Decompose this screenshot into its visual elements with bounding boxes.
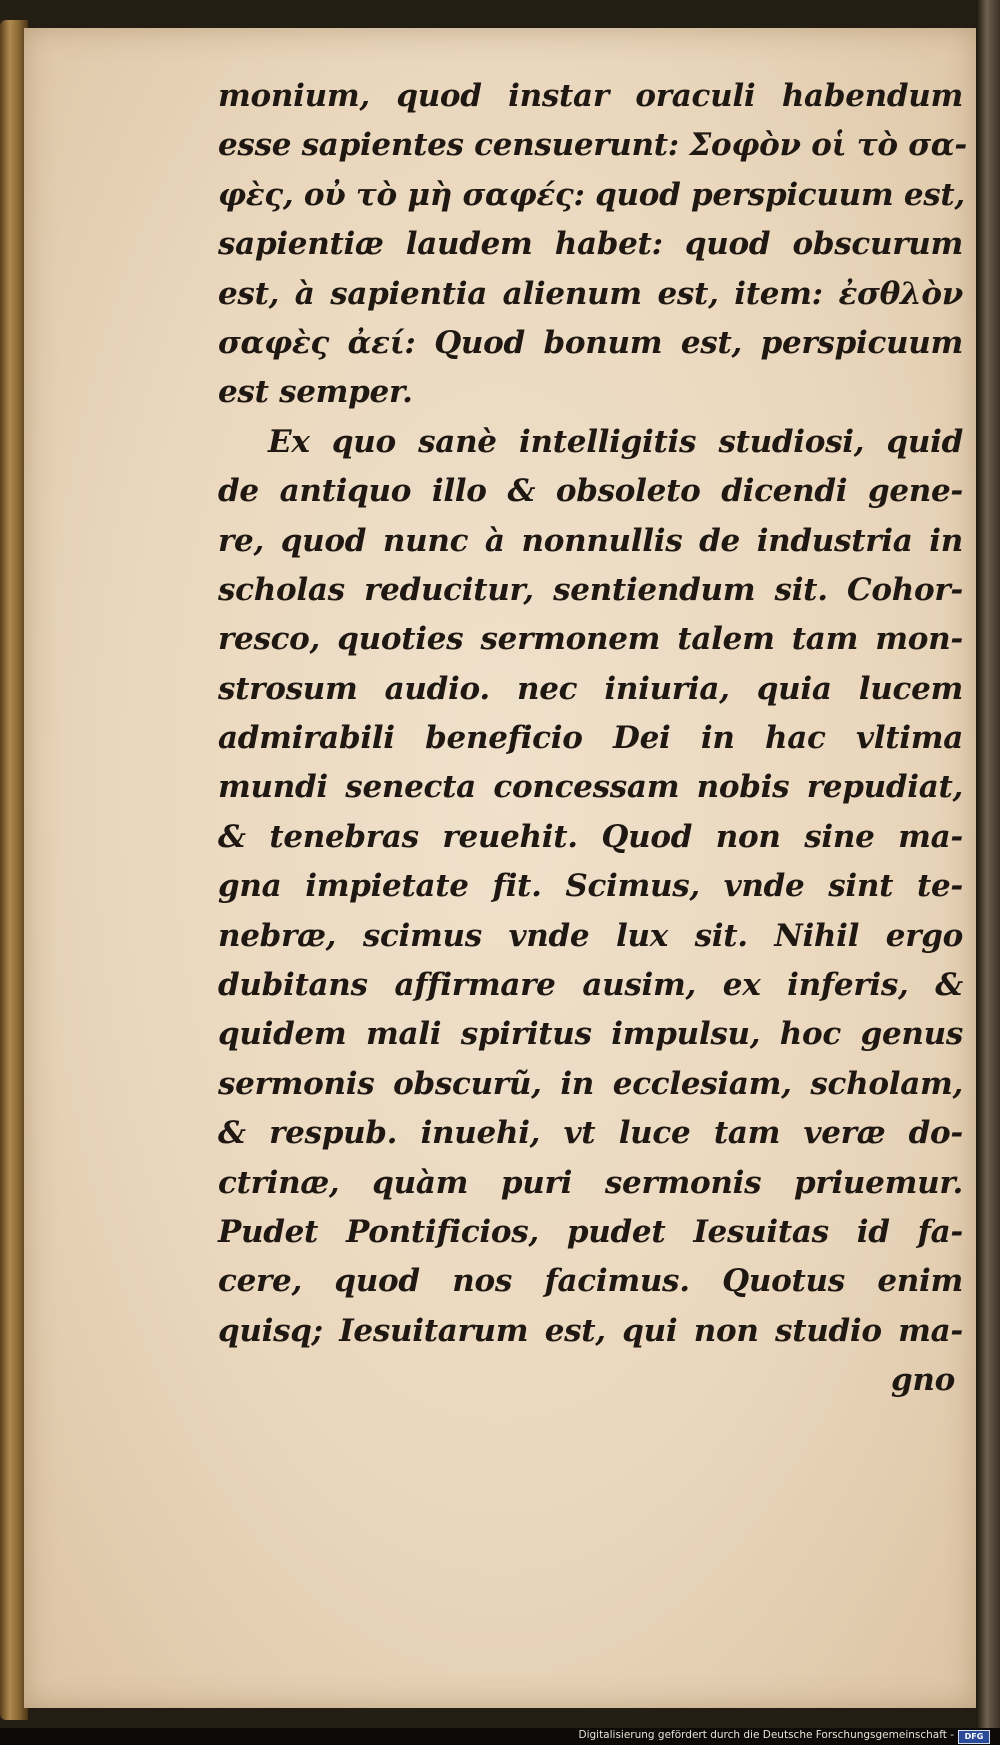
text-line: ctrinæ, quàm puri sermonis priuemur.: [218, 1164, 963, 1201]
text-line: mundi senecta concessam nobis repudiat,: [218, 769, 963, 806]
text-line: quidem mali spiritus impulsu, hoc genus: [218, 1016, 963, 1053]
text-line: gna impietate fit. Scimus, vnde sint te-: [218, 868, 963, 905]
text-line: re, quod nunc à nonnullis de industria in: [218, 522, 963, 559]
text-line: admirabili beneficio Dei in hac vltima: [218, 720, 963, 757]
funding-notice: Digitalisierung gefördert durch die Deutsche Forschungsgemeinschaft -: [578, 1729, 954, 1741]
text-line: cere, quod nos facimus. Quotus enim: [218, 1263, 963, 1300]
text-line: nebræ, scimus vnde lux sit. Nihil ergo: [218, 917, 963, 954]
text-line: strosum audio. nec iniuria, quia lucem: [218, 670, 963, 707]
text-line: sapientiæ laudem habet: quod obscurum: [218, 226, 963, 263]
text-line: σαφὲς ἀεί: Quod bonum est, perspicuum: [218, 324, 963, 361]
dfg-logo: DFG: [958, 1730, 990, 1744]
catchword: gno: [891, 1362, 955, 1399]
text-line: est, à sapientia alienum est, item: ἐσθλὸν: [218, 275, 963, 312]
text-line: & respub. inuehi, vt luce tam veræ do-: [218, 1115, 963, 1152]
text-line: & tenebras reuehit. Quod non sine ma-: [218, 818, 963, 855]
text-line: quisq; Iesuitarum est, qui non studio ma-: [218, 1312, 963, 1349]
body-text: [218, 72, 967, 1406]
text-line: sermonis obscurũ, in ecclesiam, scholam,: [218, 1065, 963, 1102]
text-line: scholas reducitur, sentiendum sit. Cohor-: [218, 571, 963, 608]
text-line: est semper.: [218, 374, 413, 411]
text-line: esse sapientes censuerunt: Σοφὸν οἱ τὸ σα-: [218, 127, 967, 164]
text-line: Pudet Pontificios, pudet Iesuitas id fa-: [218, 1213, 963, 1250]
digitization-footer: [0, 1728, 1000, 1745]
text-line: dubitans affirmare ausim, ex inferis, &: [218, 967, 963, 1004]
text-line: resco, quoties sermonem talem tam mon-: [218, 621, 963, 658]
text-line: de antiquo illo & obsoleto dicendi gene-: [218, 473, 963, 510]
text-line: φὲς, οὐ τὸ μὴ σαφές: quod perspicuum est,: [218, 176, 965, 213]
paragraph-start-line: Ex quo sanè intelligitis studiosi, quid: [268, 423, 963, 460]
text-line: monium, quod instar oraculi habendum: [218, 78, 963, 114]
page-edge: [978, 0, 1000, 1745]
